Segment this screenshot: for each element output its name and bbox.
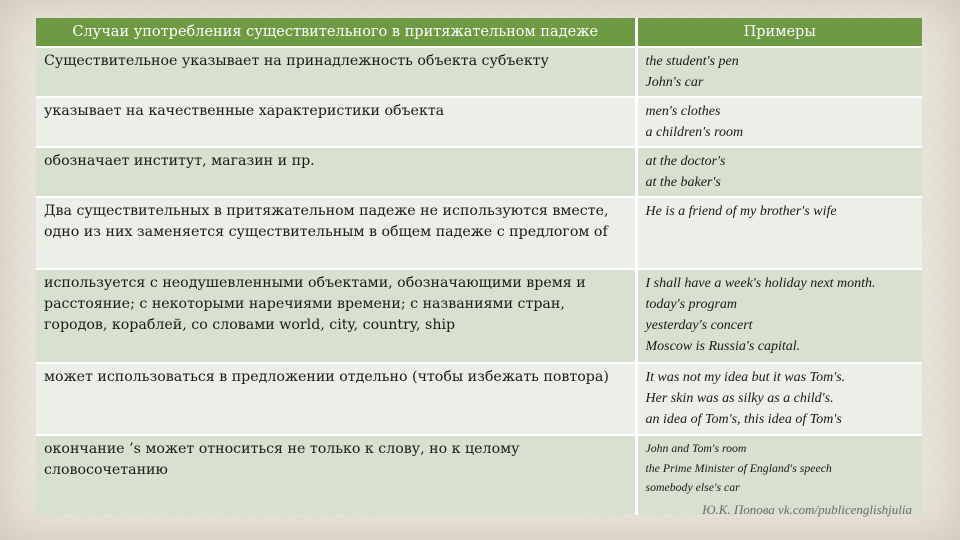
header-usage: Случаи употребления существительного в притяжательном падеже [36, 18, 636, 47]
example-line: Her skin was as silky as a child's. [645, 391, 834, 406]
table-header-row [36, 18, 922, 47]
examples-cell [636, 47, 922, 97]
example-line: He is a friend of my brother's wife [645, 204, 837, 219]
examples-cell [636, 269, 922, 363]
examples-cell [636, 197, 922, 269]
usage-cell: используется с неодушевленными объектами, обозначающими время и расстояние; с некоторыми наречиями времени; с названиями стран, городов, кораблей, со словами world, city, country, ship [36, 269, 636, 363]
examples-cell [636, 363, 922, 435]
examples-cell [636, 147, 922, 197]
example-line: an idea of Tom's, this idea of Tom's [645, 412, 842, 427]
usage-cell: Существительное указывает на принадлежность объекта субъекту [36, 47, 636, 97]
example-line: the student's pen [645, 54, 739, 69]
example-line: John and Tom's room [645, 441, 747, 455]
usage-cell: обозначает институт, магазин и пр. [36, 147, 636, 197]
table-body [36, 47, 922, 515]
header-examples: Примеры [636, 18, 922, 47]
table-row [36, 363, 922, 435]
example-line: Moscow is Russia's capital. [645, 339, 801, 354]
example-line: It was not my idea but it was Tom's. [645, 370, 846, 385]
example-line: John's car [645, 75, 704, 90]
usage-cell: Два существительных в притяжательном падеже не используются вместе, одно из них заменяется существительным в общем падеже с предлогом of [36, 197, 636, 269]
usage-cell: может использоваться в предложении отдельно (чтобы избежать повтора) [36, 363, 636, 435]
example-line: at the baker's [645, 175, 721, 190]
example-line: today's program [645, 297, 738, 312]
example-line: I shall have a week's holiday next month. [645, 276, 876, 291]
table-row [36, 47, 922, 97]
author-credit: Ю.К. Попова vk.com/publicenglishjulia [702, 502, 912, 517]
table-row [36, 97, 922, 147]
examples-cell [636, 97, 922, 147]
table-row [36, 197, 922, 269]
grammar-table [36, 18, 922, 515]
table-row [36, 269, 922, 363]
example-line: the Prime Minister of England's speech [645, 460, 832, 475]
example-line: yesterday's concert [645, 318, 753, 333]
example-line: men's clothes [645, 104, 721, 119]
grammar-table-container [36, 18, 922, 515]
usage-cell: окончание ’s может относиться не только к слову, но к целому словосочетанию [36, 435, 636, 515]
table-row [36, 147, 922, 197]
example-line: somebody else's car [645, 480, 740, 494]
example-line: at the doctor's [645, 154, 726, 169]
example-line: a children's room [645, 125, 744, 140]
usage-cell: указывает на качественные характеристики объекта [36, 97, 636, 147]
